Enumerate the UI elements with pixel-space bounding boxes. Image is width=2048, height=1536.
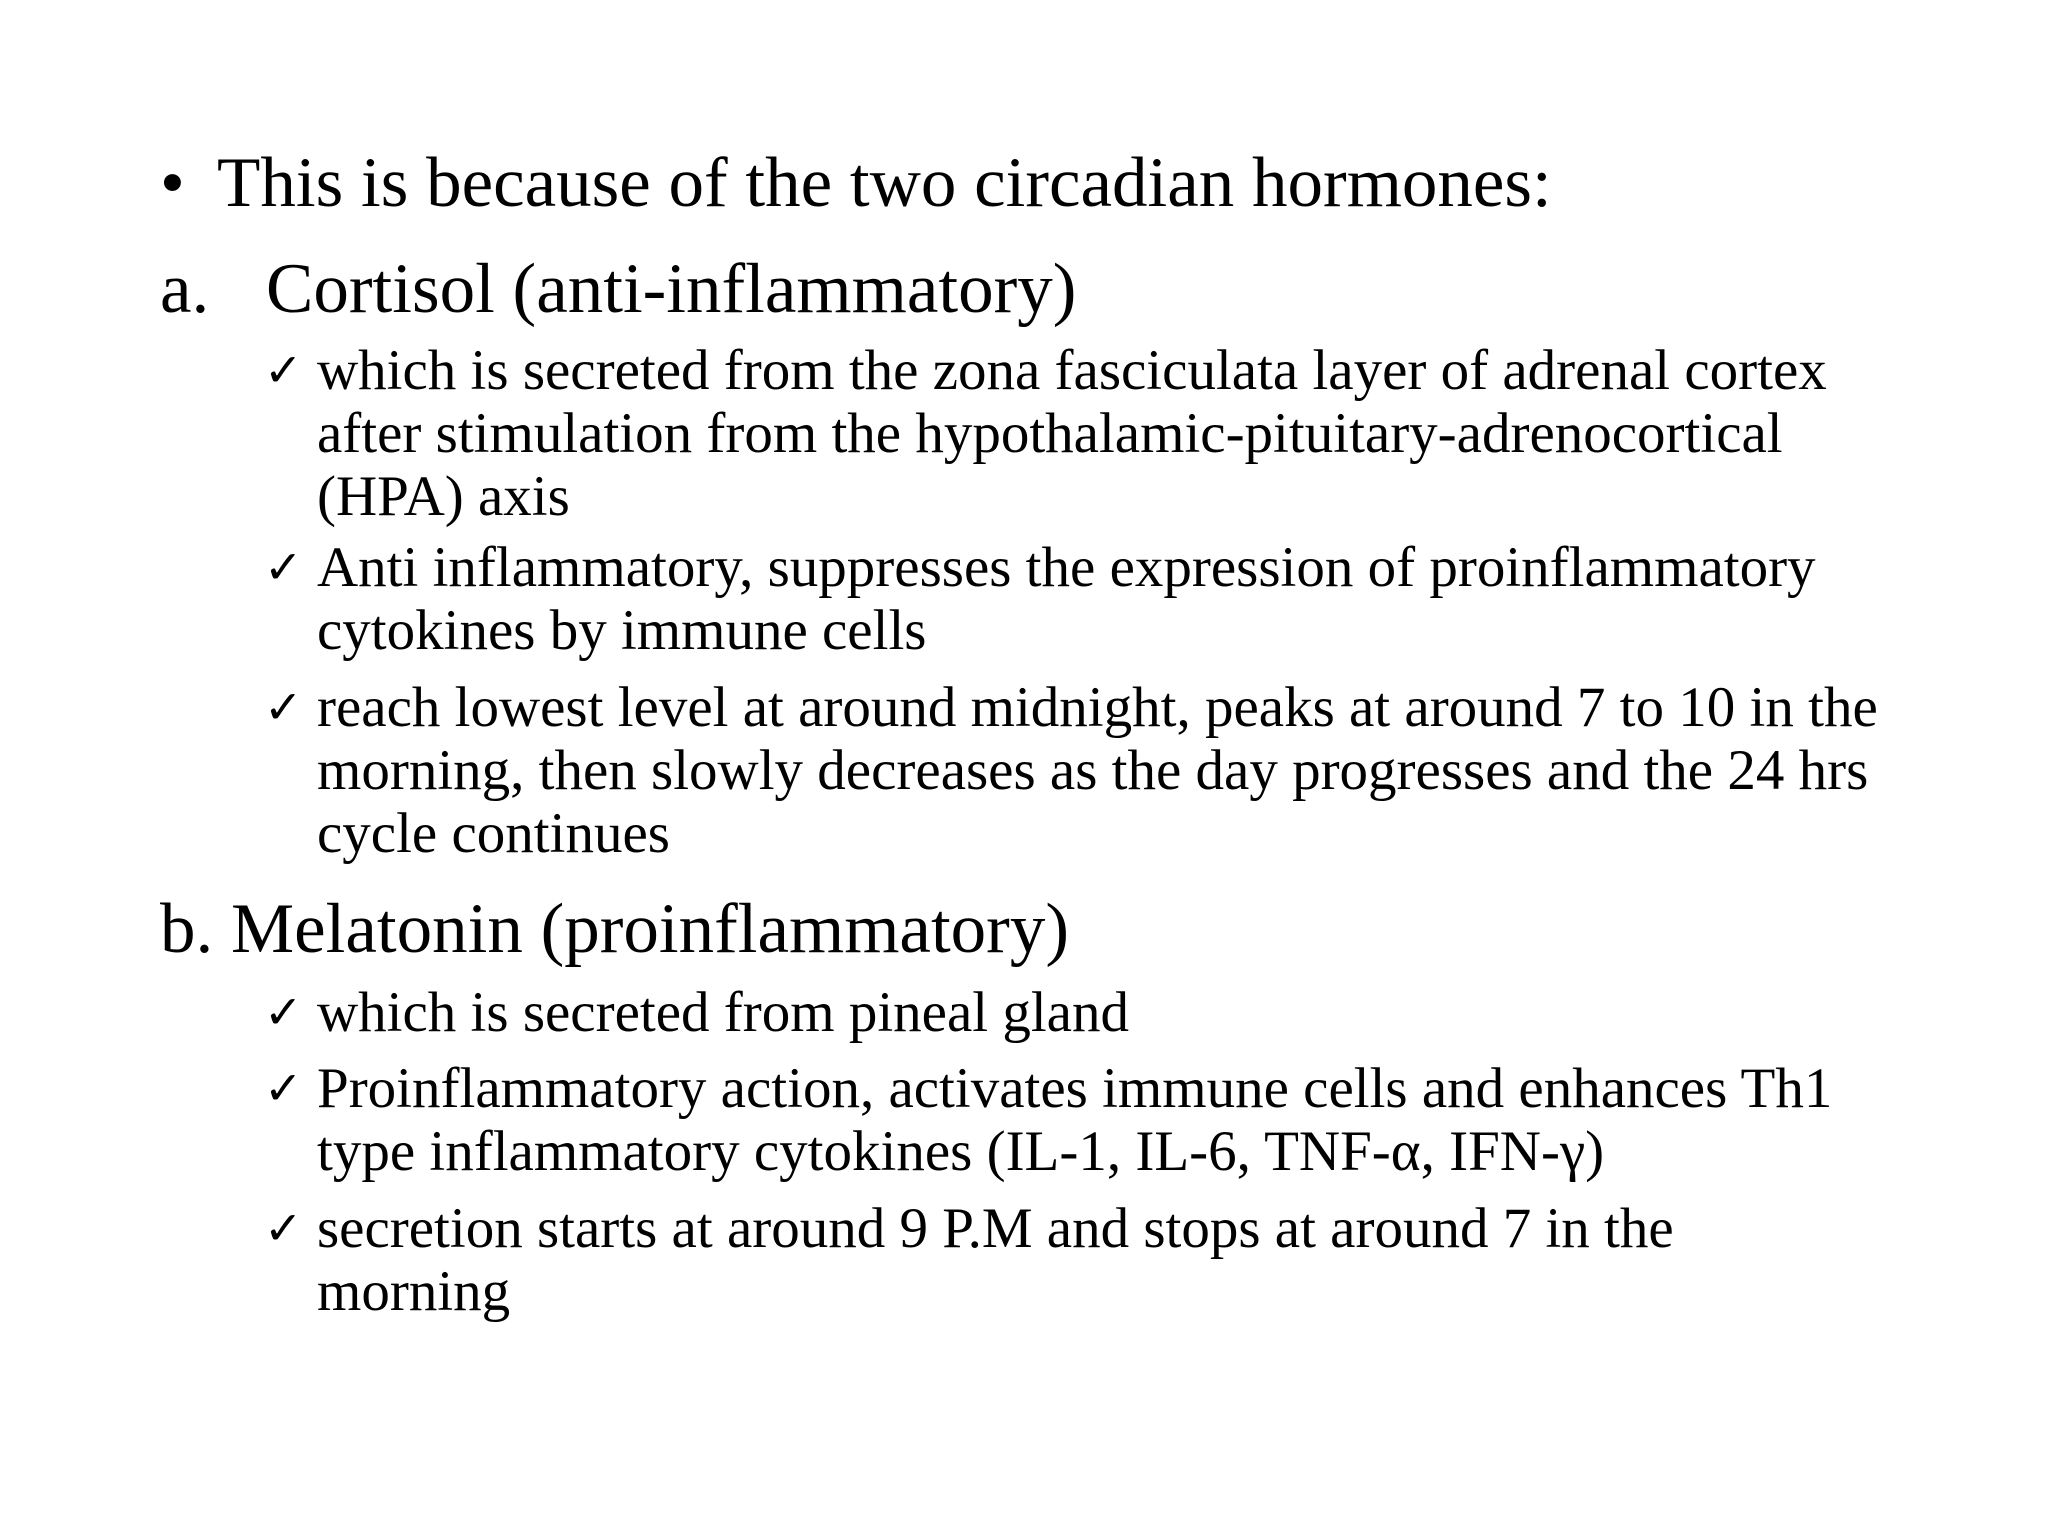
bullet-marker: • [160,144,185,222]
intro-text: This is because of the two circadian hormones: [217,144,1552,222]
check-icon: ✓ [264,343,303,397]
section-a-point-1 [264,339,2004,528]
section-b-point-3 [264,1197,2004,1323]
check-icon: ✓ [264,1061,303,1115]
check-icon: ✓ [264,680,303,734]
check-icon: ✓ [264,1201,303,1255]
section-a-title: Cortisol (anti-inflammatory) [266,250,1077,328]
check-icon: ✓ [264,540,303,594]
section-a-marker: a. [160,250,210,328]
section-b-title: Melatonin (proinflammatory) [231,890,1069,968]
check-icon: ✓ [264,985,303,1039]
section-a-point-3 [264,676,2004,865]
section-b-point-2 [264,1057,2004,1183]
point-text: Proinflammatory action, activates immune cells and enhances Th1 type inflammatory cytokines (IL-1, IL-6, TNF-α, IFN-γ) [317,1057,1833,1183]
point-text: secretion starts at around 9 P.M and stops at around 7 in the morning [317,1197,1674,1323]
section-b-point-1 [264,981,2004,1044]
point-text: reach lowest level at around midnight, peaks at around 7 to 10 in the morning, then slowly decreases as the day progresses and the 24 hrs cycle continues [317,676,1878,865]
section-a-point-2 [264,536,2004,662]
point-text: which is secreted from the zona fasciculata layer of adrenal cortex after stimulation from the hypothalamic-pituitary-adrenocortical (HPA) axis [317,339,1827,528]
section-b-marker: b. [160,890,214,968]
point-text: Anti inflammatory, suppresses the expression of proinflammatory cytokines by immune cells [317,536,1816,662]
point-text: which is secreted from pineal gland [317,981,1129,1044]
